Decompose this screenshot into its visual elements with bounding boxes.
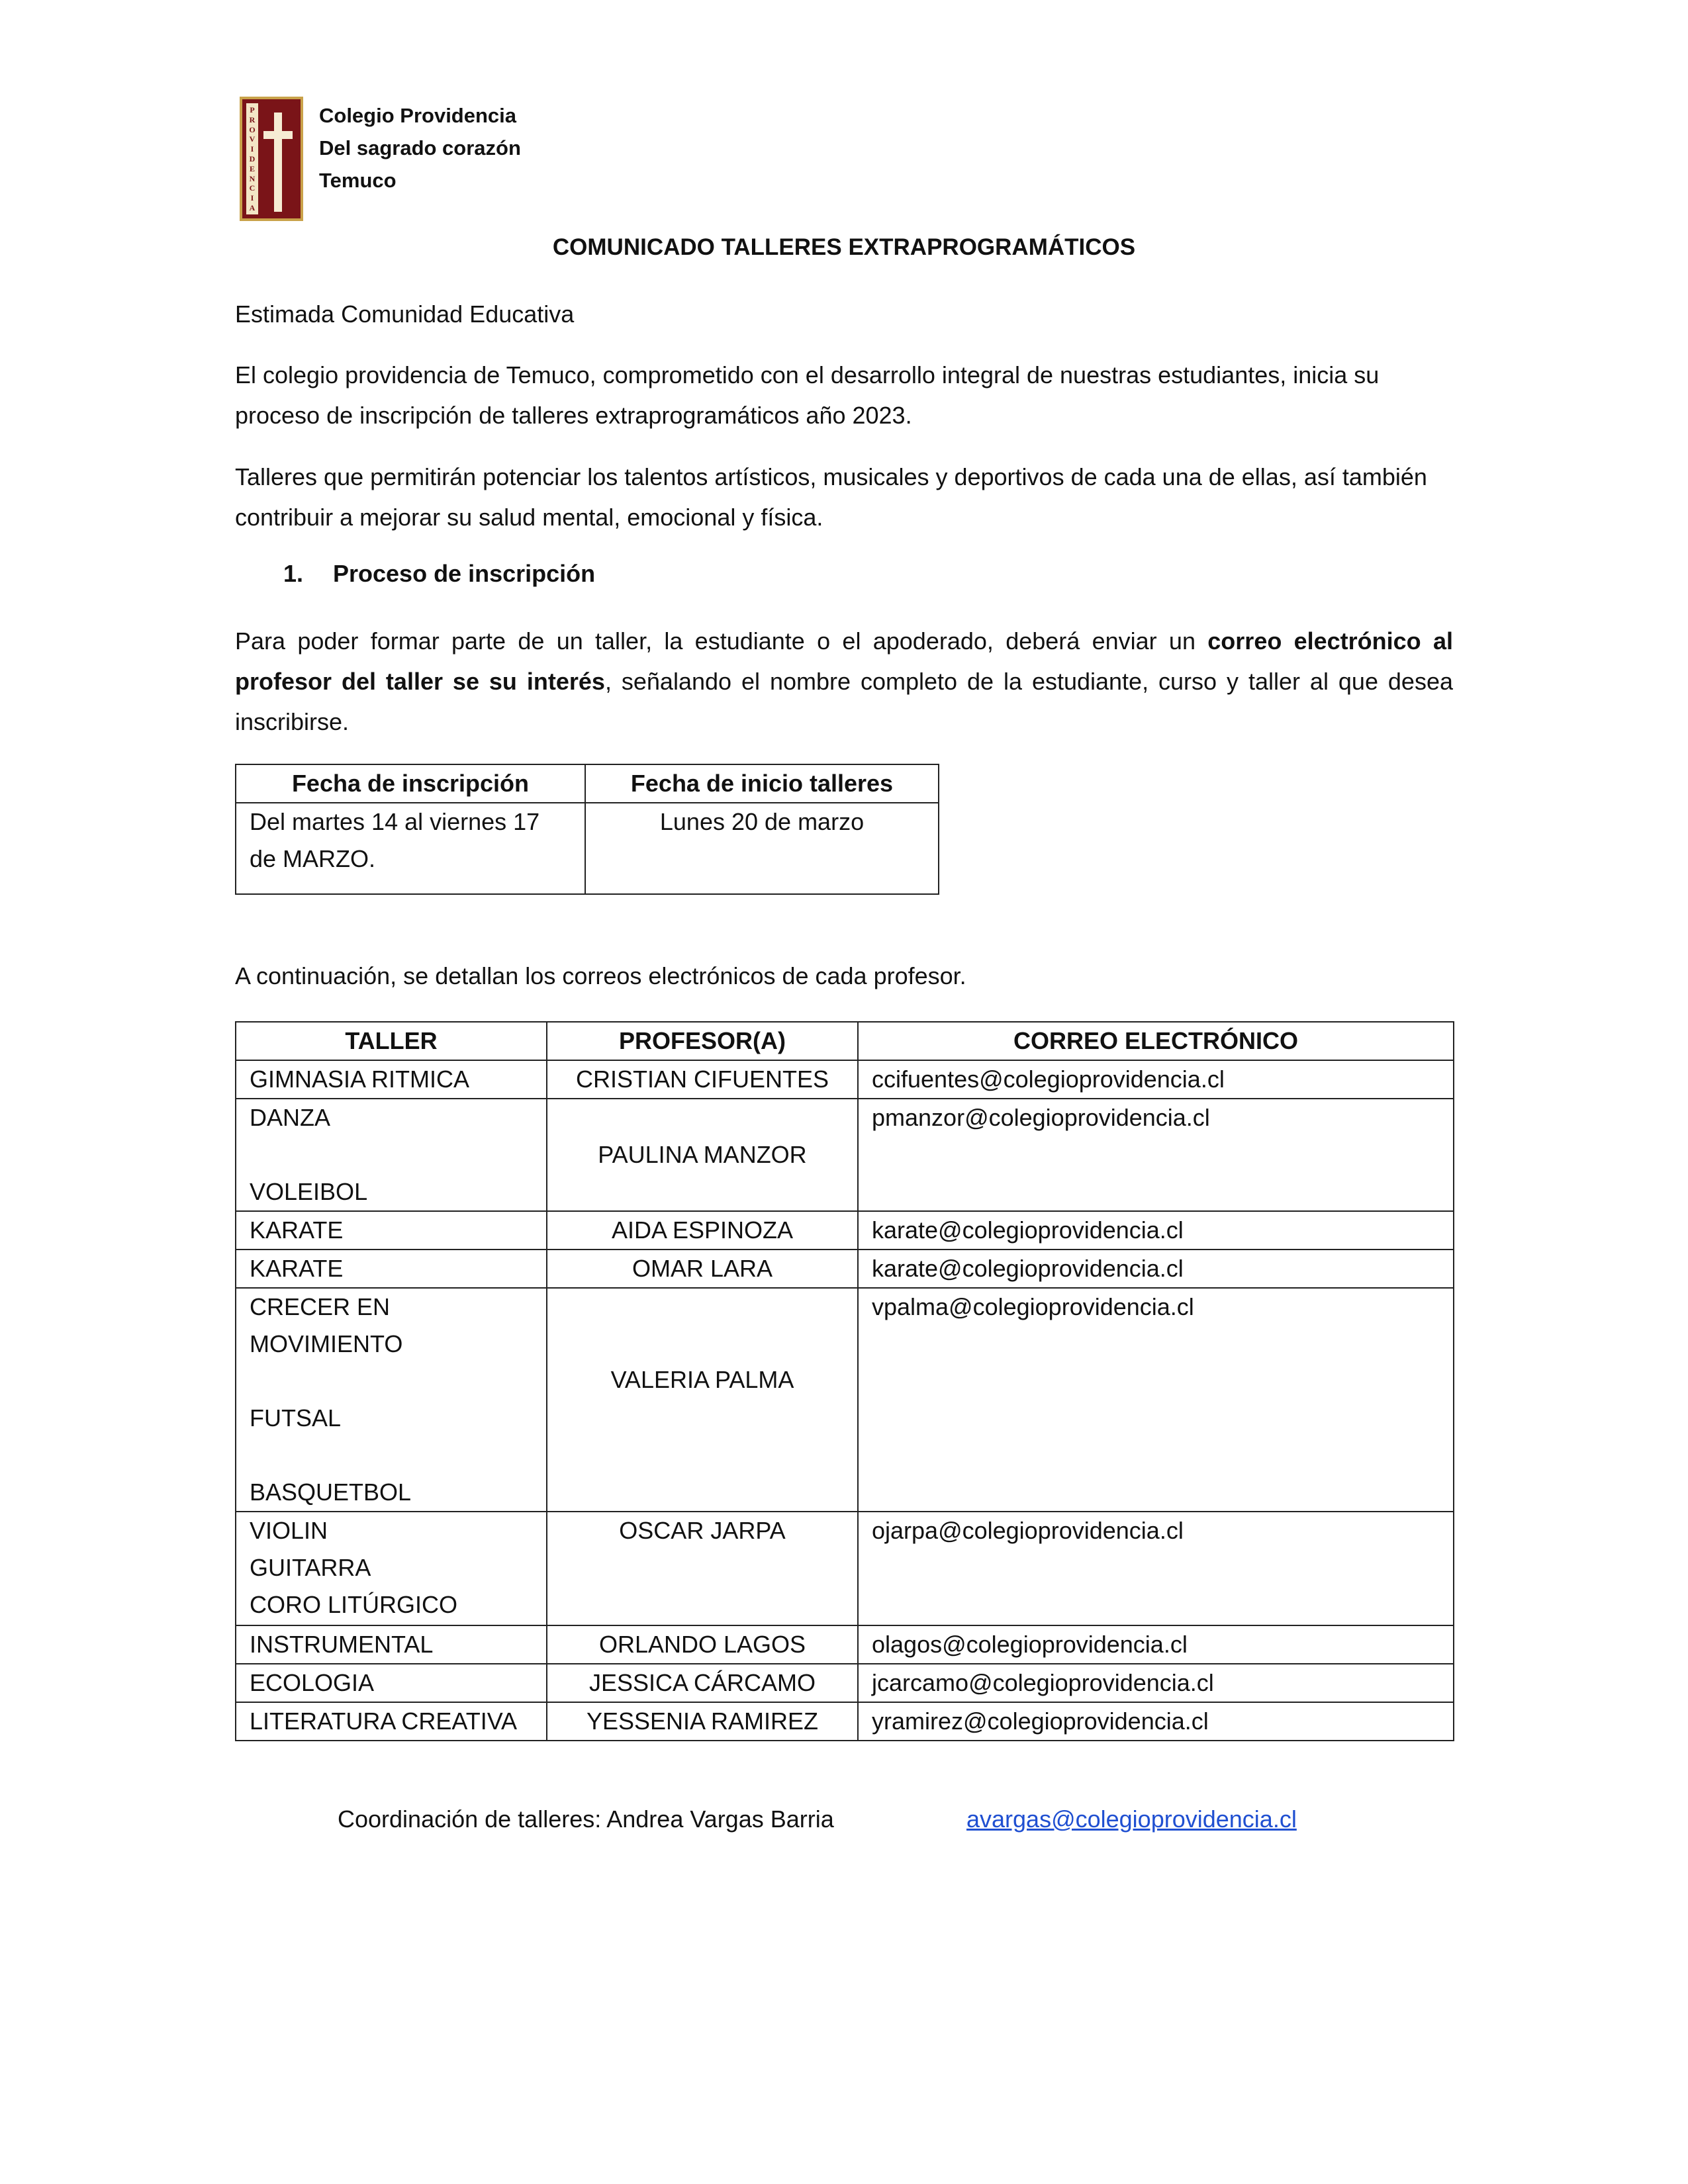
- benefits-paragraph: Talleres que permitirán potenciar los talentos artísticos, musicales y deportivos de cada una de ellas, así también contribuir a mejorar su salud mental, emocional y física.: [235, 463, 1427, 531]
- emails-intro: A continuación, se detallan los correos electrónicos de cada profesor.: [235, 962, 966, 989]
- start-date: Lunes 20 de marzo: [585, 803, 939, 894]
- table-row: [236, 1211, 1454, 1250]
- email-cell: yramirez@colegioprovidencia.cl: [858, 1702, 1454, 1741]
- greeting: Estimada Comunidad Educativa: [235, 300, 575, 328]
- email-cell: pmanzor@colegioprovidencia.cl: [858, 1099, 1454, 1211]
- taller-line: FUTSAL: [250, 1404, 342, 1432]
- section-number: 1.: [283, 560, 304, 587]
- table-row: [236, 1625, 1454, 1664]
- taller-line: VOLEIBOL: [250, 1178, 368, 1205]
- taller-cell: LITERATURA CREATIVA: [236, 1702, 547, 1741]
- column-header: TALLER: [236, 1022, 547, 1060]
- taller-cell: [236, 1288, 547, 1512]
- table-row: [236, 1288, 1454, 1512]
- taller-cell: GIMNASIA RITMICA: [236, 1060, 547, 1099]
- email-cell: karate@colegioprovidencia.cl: [858, 1250, 1454, 1288]
- logo-vertical-text: [246, 103, 258, 214]
- profesor-cell: OSCAR JARPA: [547, 1512, 858, 1625]
- taller-cell: ECOLOGIA: [236, 1664, 547, 1702]
- instructions-paragraph: [235, 621, 1453, 742]
- column-header: CORREO ELECTRÓNICO: [858, 1022, 1454, 1060]
- profesor-cell: VALERIA PALMA: [547, 1288, 858, 1512]
- instructions-text-2: , señalando el nombre completo de la estudiante, curso y taller al que desea inscribirse.: [235, 668, 1453, 735]
- cross-icon-bar: [263, 131, 293, 139]
- taller-line: VIOLIN: [250, 1517, 328, 1544]
- instructions-text-1: Para poder formar parte de un taller, la estudiante o el apoderado, deberá enviar un: [235, 627, 1208, 655]
- email-cell: karate@colegioprovidencia.cl: [858, 1211, 1454, 1250]
- column-header: Fecha de inicio talleres: [585, 764, 939, 803]
- email-cell: vpalma@colegioprovidencia.cl: [858, 1288, 1454, 1512]
- email-cell: olagos@colegioprovidencia.cl: [858, 1625, 1454, 1664]
- taller-line: CRECER EN: [250, 1293, 391, 1320]
- emails-table-header: [236, 1022, 1454, 1060]
- table-row: [236, 803, 939, 894]
- dates-table: [235, 764, 939, 895]
- section-heading: [283, 560, 595, 588]
- logo-letter: O: [249, 124, 256, 134]
- taller-cell: KARATE: [236, 1211, 547, 1250]
- profesor-cell: YESSENIA RAMIREZ: [547, 1702, 858, 1741]
- instructions-bold: correo electrónico al profesor del taller se su interés: [235, 627, 1453, 695]
- taller-line: MOVIMIENTO: [250, 1330, 403, 1357]
- document-title: COMUNICADO TALLERES EXTRAPROGRAMÁTICOS: [552, 234, 1136, 260]
- emails-table: [235, 1021, 1454, 1741]
- logo-letter: I: [250, 193, 254, 203]
- school-line-2: Del sagrado corazón: [319, 136, 521, 159]
- email-cell: ccifuentes@colegioprovidencia.cl: [858, 1060, 1454, 1099]
- coordinator-label: Coordinación de talleres: Andrea Vargas Barria: [338, 1805, 834, 1833]
- school-line-3: Temuco: [319, 169, 397, 192]
- table-row: [236, 1664, 1454, 1702]
- profesor-cell: CRISTIAN CIFUENTES: [547, 1060, 858, 1099]
- column-header: PROFESOR(A): [547, 1022, 858, 1060]
- email-cell: ojarpa@colegioprovidencia.cl: [858, 1512, 1454, 1625]
- cross-icon: [274, 113, 282, 212]
- school-line-1: Colegio Providencia: [319, 104, 517, 127]
- profesor-cell: JESSICA CÁRCAMO: [547, 1664, 858, 1702]
- logo-letter: R: [249, 114, 256, 124]
- column-header: Fecha de inscripción: [236, 764, 585, 803]
- coordinator-email-link[interactable]: avargas@colegioprovidencia.cl: [966, 1805, 1297, 1833]
- logo-letter: C: [249, 183, 256, 193]
- section-title: Proceso de inscripción: [333, 560, 596, 587]
- logo-letter: A: [249, 203, 256, 212]
- logo-letter: D: [249, 154, 256, 163]
- logo-letter: I: [250, 144, 254, 154]
- table-row: [236, 1512, 1454, 1625]
- email-cell: jcarcamo@colegioprovidencia.cl: [858, 1664, 1454, 1702]
- table-row: [236, 1250, 1454, 1288]
- table-row: [236, 1060, 1454, 1099]
- logo-letter: P: [250, 105, 255, 114]
- profesor-cell: PAULINA MANZOR: [547, 1099, 858, 1211]
- school-name: [319, 99, 521, 197]
- profesor-cell: OMAR LARA: [547, 1250, 858, 1288]
- logo-letter: N: [249, 173, 256, 183]
- intro-paragraph: El colegio providencia de Temuco, comprometido con el desarrollo integral de nuestras estudiantes, inicia su proceso de inscripción de talleres extraprogramáticos año 2023.: [235, 361, 1380, 429]
- logo-letter: V: [249, 134, 256, 144]
- taller-cell: INSTRUMENTAL: [236, 1625, 547, 1664]
- taller-cell: [236, 1512, 547, 1625]
- school-logo: [240, 97, 303, 221]
- taller-line: BASQUETBOL: [250, 1479, 412, 1506]
- taller-cell: KARATE: [236, 1250, 547, 1288]
- profesor-cell: AIDA ESPINOZA: [547, 1211, 858, 1250]
- dates-table-header: [236, 764, 939, 803]
- taller-line: GUITARRA: [250, 1554, 371, 1581]
- taller-line: CORO LITÚRGICO: [250, 1591, 458, 1618]
- table-row: [236, 1099, 1454, 1211]
- taller-cell: [236, 1099, 547, 1211]
- taller-line: DANZA: [250, 1104, 331, 1131]
- inscription-date: Del martes 14 al viernes 17 de MARZO.: [236, 803, 585, 894]
- table-row: [236, 1702, 1454, 1741]
- profesor-cell: ORLANDO LAGOS: [547, 1625, 858, 1664]
- logo-letter: E: [249, 163, 255, 173]
